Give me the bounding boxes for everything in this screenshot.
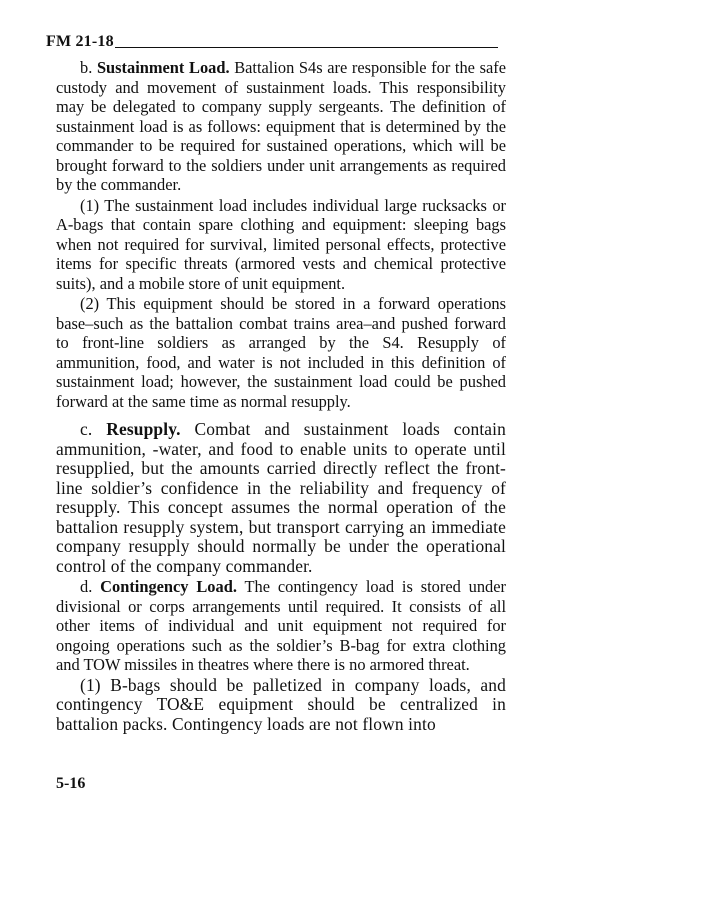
page-body: [56, 58, 506, 734]
sustainment-heading: Sustainment Load.: [96, 58, 230, 77]
header-rule: [115, 47, 498, 48]
paragraph-sustainment-2: (2) This equipment should be stored in a forward operations base–such as the battalion combat trains area–and pushed forward to front-line soldiers as arranged by the S4. Resupply of ammunition, food, and water is not included in this definition of sustainment load; however, the sustainment load could be pushed forward at the same time as normal resupply.: [56, 294, 506, 411]
sustainment-text: Battalion S4s are responsible for the safe custody and movement of sustainment loads. This responsibility may be delegated to company supply sergeants. The definition of sustainment load is as follows: equipment that is determined by the commander to be required for sustained operations, which will be brought forward to the soldiers under unit arrangements as required by the commander.: [56, 58, 506, 194]
paragraph-sustainment-1: (1) The sustainment load includes individual large rucksacks or A-bags that contain spare clothing and equipment: sleeping bags when not required for survival, limited personal effects, protective items for specific threats (armored vests and chemical protective suits), and a mobile store of unit equipment.: [56, 195, 506, 293]
contingency-marker: d.: [80, 577, 93, 596]
resupply-text: Combat and sustainment loads contain ammunition, -water, and food to enable units to operate until resupplied, but the amounts carried directly reflect the front-line soldier’s confidence in the reliability and frequency of resupply. This concept assumes the normal operation of the battalion resupply system, but transport carrying an immediate company resupply should normally be under the operational control of the company commander.: [56, 419, 506, 576]
paragraph-contingency-1: (1) B-bags should be palletized in company loads, and contingency TO&E equipment should be centralized in battalion packs. Contingency loads are not flown into: [56, 674, 506, 734]
sustainment-marker: b.: [80, 58, 93, 77]
running-header: [46, 34, 498, 54]
paragraph-contingency-load: [56, 577, 506, 675]
resupply-heading: Resupply.: [106, 419, 181, 439]
paragraph-resupply: [56, 420, 506, 576]
contingency-heading: Contingency Load.: [100, 577, 237, 596]
resupply-marker: c.: [80, 419, 93, 439]
manual-designation: FM 21-18: [46, 33, 114, 50]
contingency-text: The contingency load is stored under divisional or corps arrangements until required. It consists of all other items of individual and unit equipment not required for ongoing operations such as the soldier’s B-bag for extra clothing and TOW missiles in theatres where there is no armored threat.: [56, 577, 506, 674]
page-number: 5-16: [56, 775, 86, 792]
paragraph-sustainment-load: [56, 58, 506, 195]
